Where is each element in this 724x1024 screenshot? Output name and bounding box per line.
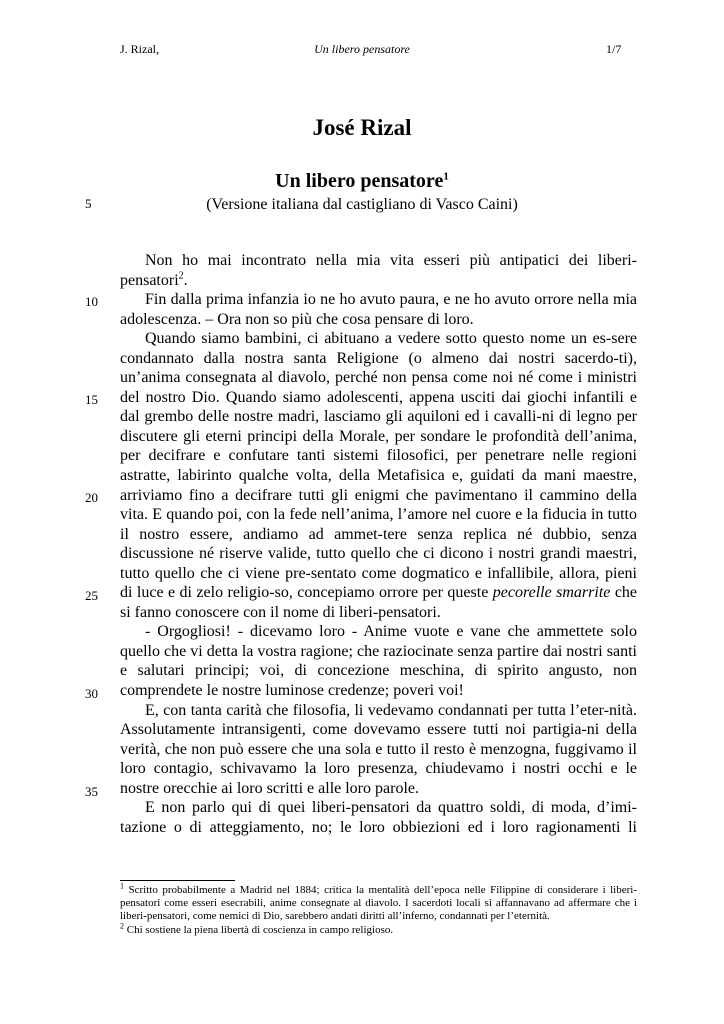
footnote-mark: 2 bbox=[120, 920, 124, 930]
line-number: 5 bbox=[85, 196, 92, 211]
title-text: Un libero pensatore bbox=[275, 170, 444, 192]
line-number: 35 bbox=[85, 784, 98, 799]
line-number: 30 bbox=[85, 686, 98, 701]
author-heading: José Rizal bbox=[312, 115, 412, 140]
line-number: 15 bbox=[85, 392, 98, 407]
footnote-mark: 1 bbox=[120, 881, 124, 891]
footnotes bbox=[120, 881, 637, 937]
footnote bbox=[120, 920, 637, 937]
paragraph-tail: che si fanno conoscere con il nome di liberi-pensatori. bbox=[120, 584, 638, 621]
footnote-ref: 2 bbox=[178, 270, 184, 282]
header-author: J. Rizal, bbox=[120, 42, 159, 56]
line-number: 10 bbox=[85, 294, 98, 309]
footnote-text: Scritto probabilmente a Madrid nel 1884; critica la mentalità dell’epoca nelle Filippine di considerare i liberi-pensatori come esseri esecrabili, anime consegnate al diavolo. I sacerdoti locali si affannavano ad affermare che i liberi-pensatori, come nemici di Dio, sarebbero andati diritti all’inferno, condannati per l’eternità. bbox=[120, 884, 637, 923]
line-number: 25 bbox=[85, 588, 98, 603]
title-footnote-mark: 1 bbox=[443, 170, 449, 183]
document-title bbox=[0, 170, 724, 193]
footnote-text: Chi sostiene la piena libertà di coscienza in campo religioso. bbox=[124, 923, 394, 936]
paragraph bbox=[120, 329, 637, 622]
body-text bbox=[120, 251, 637, 837]
paragraph: E, con tanta carità che filosofia, li vedevamo condannati per tutta l’eter-nità. Assolutamente intransigenti, come dovevamo essere tutti noi partigia-ni della verità, che non può essere che una sola e tutto il resto è menzogna, fuggivamo il loro contagio, schivavamo la loro presenza, chiudevamo i nostri occhi e le nostre orecchie ai loro scritti e alle loro parole. bbox=[120, 701, 637, 797]
footnote-separator bbox=[120, 880, 235, 881]
line-number: 20 bbox=[85, 490, 98, 505]
paragraph-tail: . bbox=[183, 271, 188, 289]
paragraph: E non parlo qui di quei liberi-pensatori da quattro soldi, di moda, d’imi-tazione o di atteggiamento, no; le loro obbiezioni ed i loro ragionamenti li bbox=[120, 799, 637, 836]
header-title: Un libero pensatore bbox=[314, 42, 410, 56]
paragraph-text: Non ho mai incontrato nella mia vita esseri più antipatici dei liberi-pensatori bbox=[120, 252, 637, 289]
italic-phrase: pecorelle smarrite bbox=[492, 584, 611, 602]
paragraph-text: Quando siamo bambini, ci abituano a vedere sotto questo nome un es-sere condannato dalla nostra santa Religione (o almeno dai nostri sacerdo-ti), un’anima consegnata al diavolo, perché non pensa come noi né come i ministri del nostro Dio. Quando siamo adolescenti, appena usciti dai giochi infantili e dal grembo delle nostre madri, lasciamo gli aquiloni ed i cavalli-ni di legno per discutere gli eterni principi della Morale, per sondare le profondità dell’anima, per decifrare e confutare tanti sistemi filosofici, per penetrare nelle regioni astratte, labirinto qualche volta, della Metafisica e, guidati da mani maestre, arriviamo fino a decifrare tutti gli enigmi che pavimentano il cammino della vita. E quando poi, con la fede nell’anima, l’amore nel cuore e la fiducia in tutto il nostro essere, andiamo ad ammet-tere senza replica né dubbio, senza discussione né riserve valide, tutto quello che ci dicono i nostri grandi maestri, tutto quello che ci viene pre-sentato come dogmatico e infallibile, allora, pieni di luce e di zelo religio-so, concepiamo orrore per queste bbox=[120, 330, 637, 602]
footnote bbox=[120, 881, 637, 924]
paragraph: - Orgogliosi! - dicevamo loro - Anime vuote e vane che ammettete solo quello che vi detta la vostra ragione; che raziocinate senza partire dai nostri santi e salutari principi; voi, di concezione meschina, di spirito angusto, non comprendete le nostre luminose credenze; poveri voi! bbox=[120, 623, 637, 700]
paragraph bbox=[120, 251, 637, 290]
subtitle: (Versione italiana dal castigliano di Vasco Caini) bbox=[206, 196, 518, 213]
paragraph: Fin dalla prima infanzia io ne ho avuto paura, e ne ho avuto orrore nella mia adolescenza. – Ora non so più che cosa pensare di loro. bbox=[120, 291, 637, 328]
header-page-number: 1/7 bbox=[606, 42, 622, 56]
